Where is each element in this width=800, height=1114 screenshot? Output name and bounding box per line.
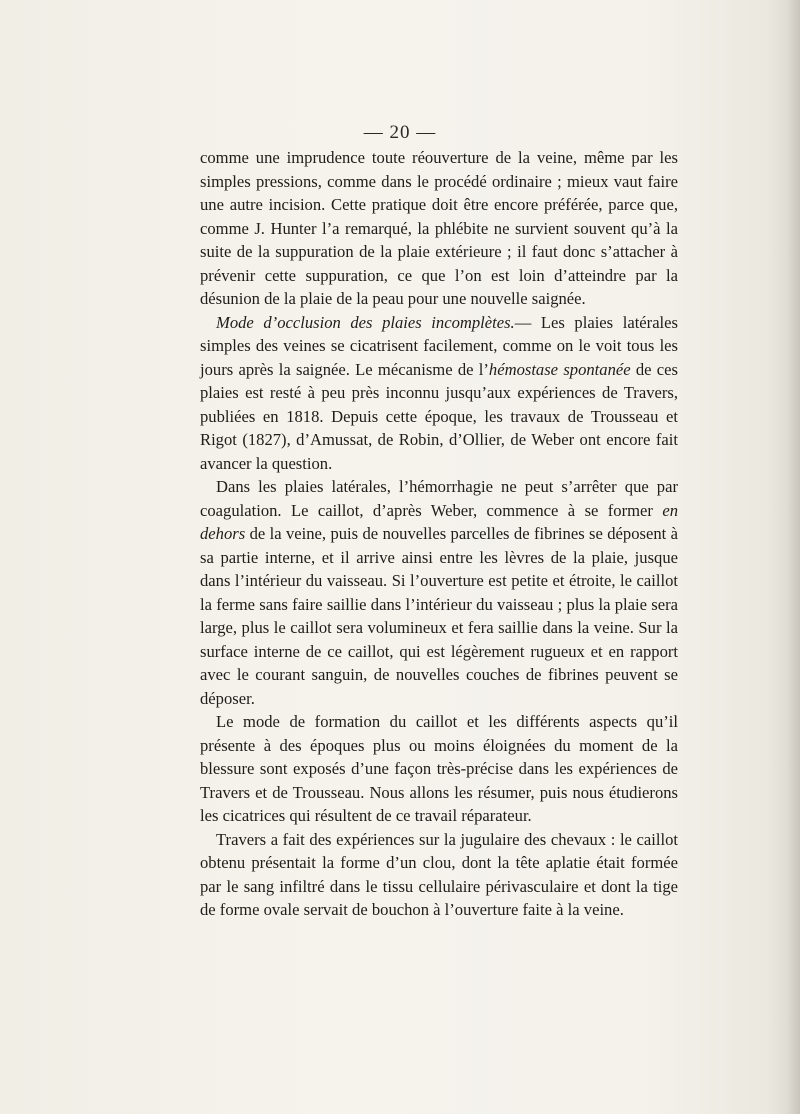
paragraph-text: de ces plaies est resté à peu près inconnu jusqu’aux expériences de Travers, publiées en 1818. Depuis cette époque, les travaux de Trousseau et Rigot (1827), d’Amussat, de Robin, d’Ollier, de Weber ont encore fait avancer la question.: [200, 359, 678, 473]
paragraph-5: [200, 828, 678, 922]
body-text: [200, 146, 678, 922]
paragraph-text: Dans les plaies latérales, l’hémorrhagie ne peut s’arrêter que par coagulation. Le caillot, d’après Weber, commence à se former: [200, 477, 678, 520]
paragraph-text: — Les plaies latérales simples des veines se cicatrisent facilement, comme on le voit tous les jours après la saignée. Le mécanisme de l’: [200, 312, 678, 379]
page-number: — 20 —: [363, 122, 437, 143]
page-edge-shadow: [786, 0, 800, 1114]
paragraph-text: comme une imprudence toute réouverture de la veine, même par les simples pressions, comme dans le procédé ordinaire ; mieux vaut faire une autre incision. Cette pratique doit être encore préférée, parce que, comme J. Hunter l’a remarqué, la phlébite ne survient souvent qu’à la suite de la suppuration de la plaie extérieure ; il faut donc s’attacher à prévenir cette suppuration, ce que l’on est loin d’atteindre par la désunion de la plaie de la peau pour une nouvelle saignée.: [200, 148, 678, 308]
italic-term: en dehors: [200, 500, 678, 543]
paragraph-text: Le mode de formation du caillot et les différents aspects qu’il présente à des époques plus ou moins éloignées du moment de la blessure sont exposés d’une façon très-précise dans les expériences de Travers et de Trousseau. Nous allons les résumer, puis nous étudierons les cicatrices qui résultent de ce travail réparateur.: [200, 712, 678, 825]
paragraph-text: de la veine, puis de nouvelles parcelles de fibrines se déposent à sa partie interne, et il arrive ainsi entre les lèvres de la plaie, jusque dans l’intérieur du vaisseau. Si l’ouverture est petite et étroite, le caillot la ferme sans faire saillie dans l’intérieur du vaisseau ; plus la plaie sera large, plus le caillot sera volumineux et fera saillie dans la veine. Sur la surface interne de ce caillot, qui est légèrement rugueux et en rapport avec le courant sanguin, de nouvelles couches de fibrines peuvent se déposer.: [200, 524, 678, 708]
paragraph-1: [200, 146, 678, 311]
italic-term: hémostase spontanée: [488, 359, 631, 379]
paragraph-text: Travers a fait des expériences sur la jugulaire des chevaux : le caillot obtenu présentait la forme d’un clou, dont la tête aplatie était formée par le sang infiltré dans le tissu cellulaire périvasculaire et dont la tige de forme ovale servait de bouchon à l’ouverture faite à la veine.: [200, 829, 678, 919]
paragraph-3: [200, 475, 678, 710]
paragraph-2: [200, 311, 678, 476]
paragraph-4: [200, 710, 678, 828]
section-heading: Mode d’occlusion des plaies incomplètes.: [216, 312, 515, 332]
